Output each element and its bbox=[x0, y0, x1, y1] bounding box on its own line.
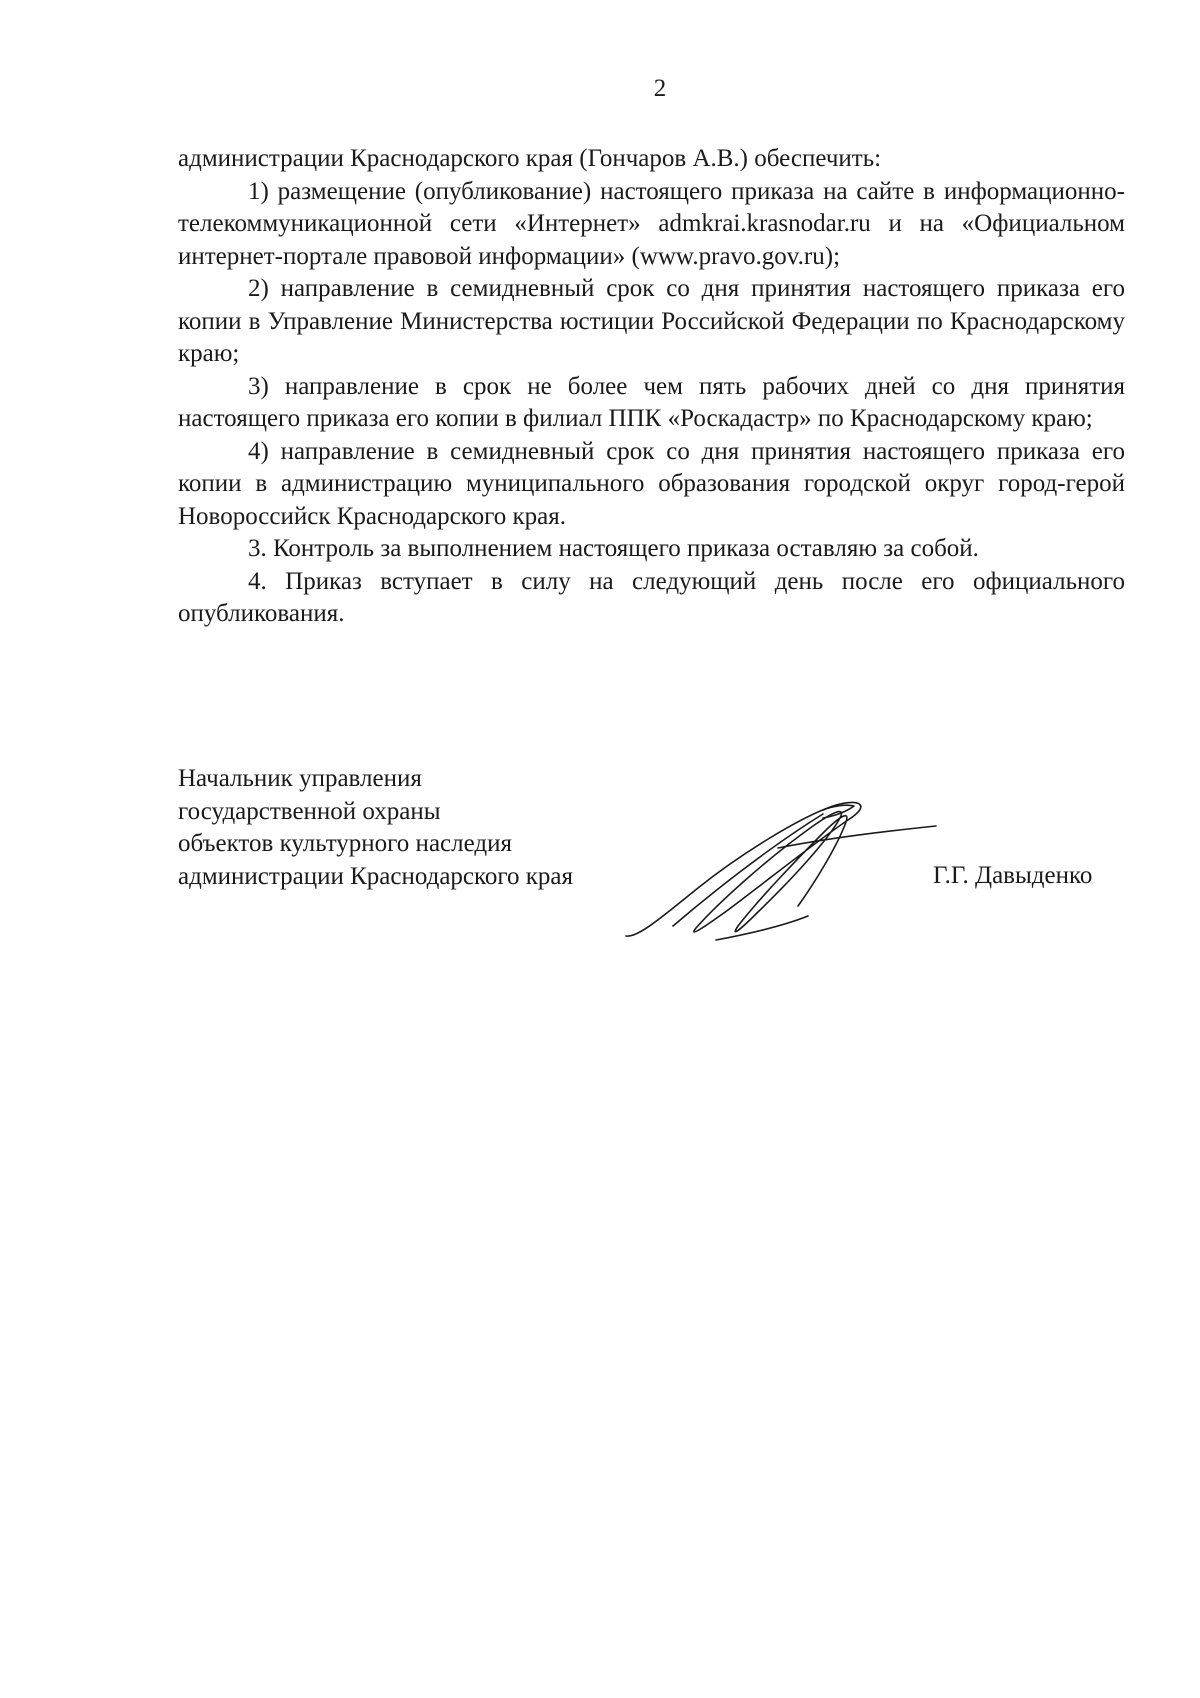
signer-name: Г.Г. Давыденко bbox=[933, 862, 1093, 889]
paragraph-item-1: 1) размещение (опубликование) настоящего приказа на сайте в информационно-телекоммуникационной сети «Интернет» admkrai.krasnodar.ru и на «Официальном интернет-портале правовой информации» (www.pravo.gov.ru); bbox=[178, 177, 1125, 270]
signer-position-line: государственной охраны bbox=[178, 797, 441, 825]
paragraph-intro: администрации Краснодарского края (Гончаров А.В.) обеспечить: bbox=[178, 145, 882, 172]
paragraph-control: 3. Контроль за выполнением настоящего приказа оставляю за собой. bbox=[248, 535, 979, 562]
signer-position bbox=[178, 763, 573, 893]
document-body bbox=[178, 143, 1125, 631]
paragraph-item-4: 4) направление в семидневный срок со дня принятия настоящего приказа его копии в администрацию муниципального образования городской округ город-герой Новороссийск Краснодарского края. bbox=[178, 437, 1125, 530]
signer-position-line: Начальник управления bbox=[178, 765, 422, 792]
paragraph-effective-date: 4. Приказ вступает в силу на следующий день после его официального опубликования. bbox=[178, 567, 1125, 627]
signer-position-line: администрации Краснодарского края bbox=[178, 862, 574, 890]
paragraph-item-3: 3) направление в срок не более чем пять рабочих дней со дня принятия настоящего приказа его копии в филиал ППК «Роскадастр» по Краснодарскому краю; bbox=[178, 372, 1125, 432]
page-number: 2 bbox=[653, 75, 667, 102]
paragraph-item-2: 2) направление в семидневный срок со дня принятия настоящего приказа его копии в Управление Министерства юстиции Российской Федерации по Краснодарскому краю; bbox=[178, 275, 1125, 367]
handwritten-signature bbox=[618, 788, 938, 948]
signature-block bbox=[178, 763, 1125, 943]
signer-position-line: объектов культурного наследия bbox=[178, 830, 512, 857]
